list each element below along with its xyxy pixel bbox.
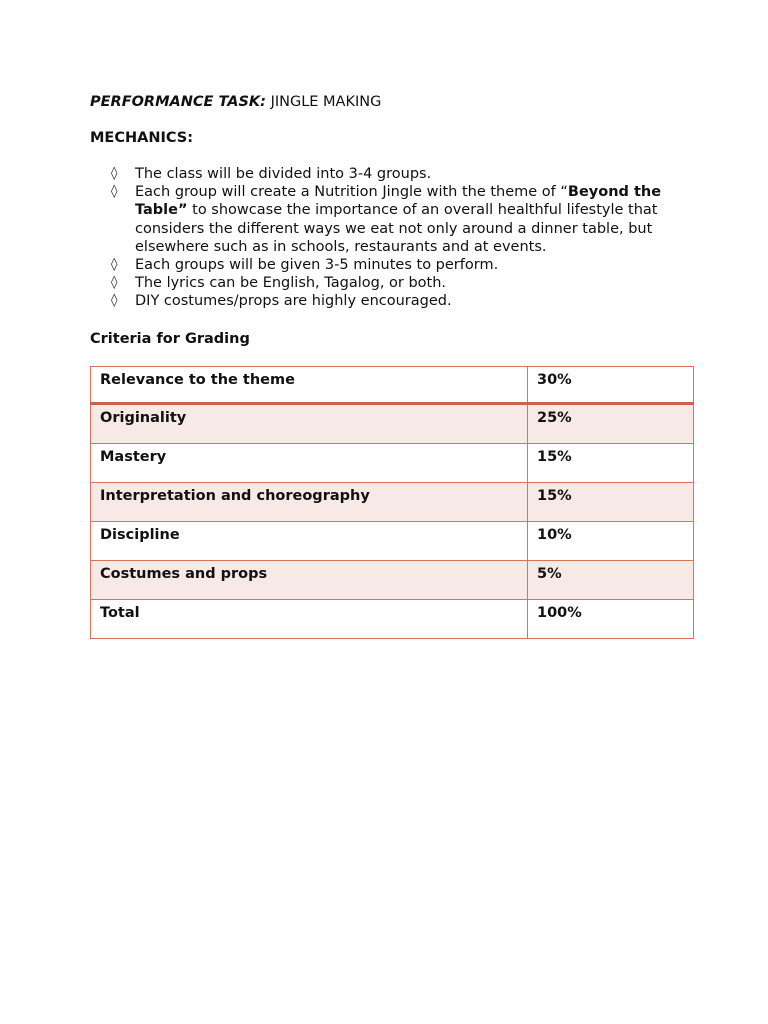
criterion-cell: Discipline (91, 521, 528, 560)
title-label: PERFORMANCE TASK: (90, 94, 266, 110)
mechanics-list (90, 165, 694, 311)
list-item (90, 256, 694, 274)
diamond-bullet-icon: ◊ (111, 257, 118, 273)
table-row (91, 403, 694, 443)
weight-cell: 15% (528, 443, 694, 482)
weight-cell: 10% (528, 521, 694, 560)
diamond-bullet-icon: ◊ (111, 275, 118, 291)
list-item (90, 165, 694, 183)
bullet-text: The class will be divided into 3-4 groups. (135, 166, 432, 182)
document-body (90, 92, 694, 639)
table-row (91, 560, 694, 599)
table-row (91, 366, 694, 403)
bullet-text-bold: Beyond the Table” (135, 184, 662, 219)
weight-cell: 5% (528, 560, 694, 599)
weight-cell: 30% (528, 366, 694, 403)
page-title (90, 92, 694, 112)
title-value: JINGLE MAKING (270, 94, 382, 110)
diamond-bullet-icon: ◊ (111, 293, 118, 309)
criterion-cell: Mastery (91, 443, 528, 482)
weight-cell: 25% (528, 403, 694, 443)
diamond-bullet-icon: ◊ (111, 166, 118, 181)
list-item (90, 274, 694, 292)
table-row (91, 443, 694, 482)
bullet-text: Each groups will be given 3-5 minutes to perform. (135, 257, 499, 274)
criterion-cell: Costumes and props (91, 560, 528, 599)
list-item (90, 292, 694, 310)
table-row (91, 482, 694, 521)
criterion-cell: Relevance to the theme (91, 366, 528, 403)
criterion-cell: Total (91, 599, 528, 638)
list-item (90, 183, 694, 256)
weight-cell: 100% (528, 599, 694, 638)
table-row (91, 521, 694, 560)
table-row (91, 599, 694, 638)
criteria-heading: Criteria for Grading (90, 330, 250, 347)
grading-table (90, 366, 694, 639)
bullet-text: DIY costumes/props are highly encouraged. (135, 293, 452, 310)
bullet-text: The lyrics can be English, Tagalog, or both. (135, 275, 447, 292)
weight-cell: 15% (528, 482, 694, 521)
diamond-bullet-icon: ◊ (111, 184, 118, 200)
criterion-cell: Interpretation and choreography (91, 482, 528, 521)
mechanics-heading: MECHANICS: (90, 130, 194, 146)
bullet-text: to showcase the importance of an overall healthful lifestyle that considers the different ways we eat not only around a dinner table, but elsewhere such as in schools, restaurants and at events. (135, 202, 658, 255)
bullet-text: Each group will create a Nutrition Jingle with the theme of “ (135, 184, 568, 201)
criterion-cell: Originality (91, 403, 528, 443)
grading-table-body (91, 366, 694, 638)
